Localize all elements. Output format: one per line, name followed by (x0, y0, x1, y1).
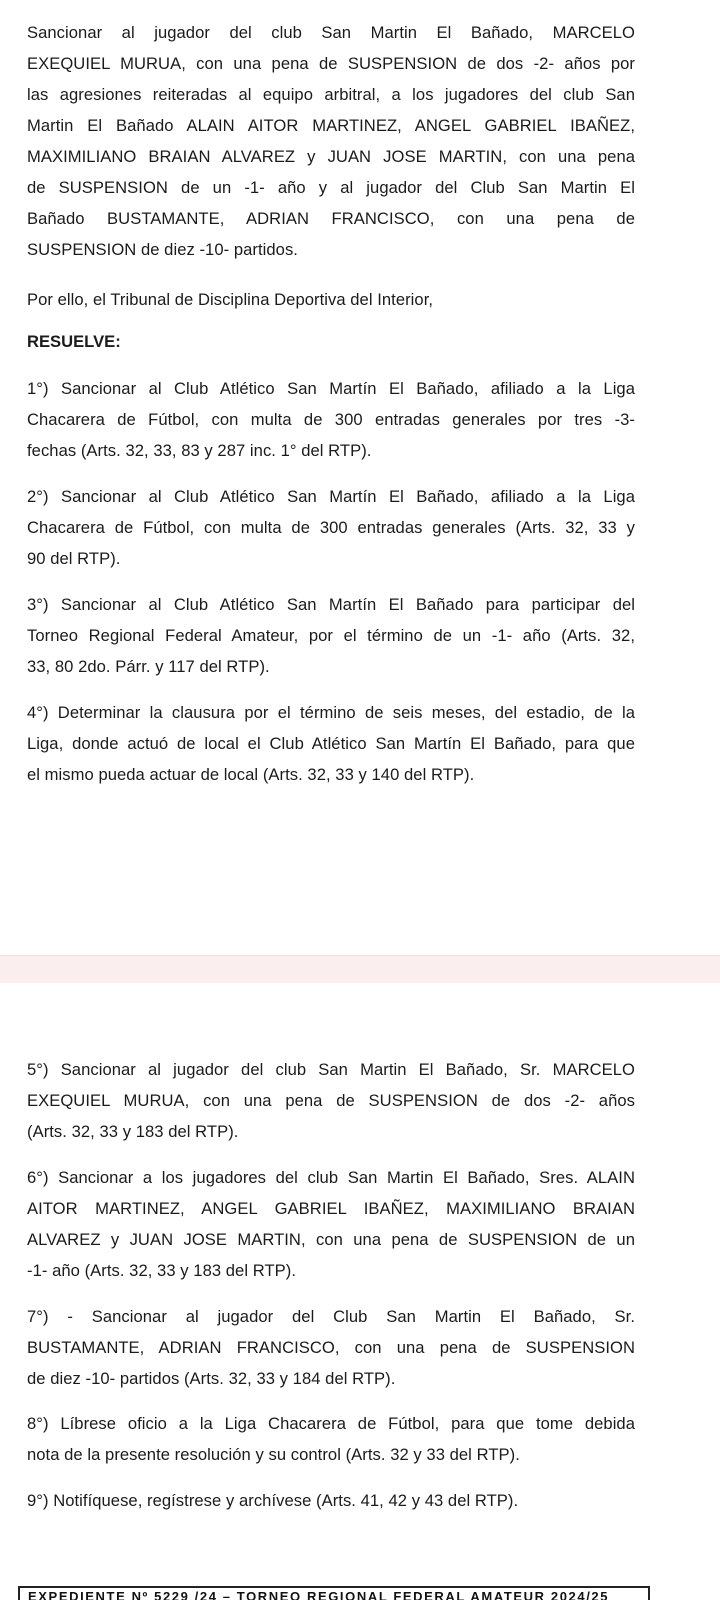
intro-paragraph (27, 17, 635, 265)
text-line: 90 del RTP). (27, 549, 121, 568)
text-line: Bañado BUSTAMANTE, ADRIAN FRANCISCO, con una pena de (27, 209, 635, 228)
resolution-item-2 (27, 481, 635, 574)
expediente-footer-text: EXPEDIENTE Nº 5229 /24 – TORNEO REGIONAL FEDERAL AMATEUR 2024/25 (28, 1589, 610, 1600)
text-line: Torneo Regional Federal Amateur, por el término de un -1- año (Arts. 32, (27, 626, 635, 645)
document-page-2 (0, 983, 720, 1600)
text-line: el mismo pueda actuar de local (Arts. 32, 33 y 140 del RTP). (27, 765, 475, 784)
resolution-item-7 (27, 1301, 635, 1394)
resuelve-heading: RESUELVE: (27, 332, 121, 351)
text-line: Por ello, el Tribunal de Disciplina Deportiva del Interior, (27, 290, 434, 309)
text-line: Chacarera de Fútbol, con multa de 300 entradas generales por tres -3- (27, 410, 635, 429)
text-line: Liga, donde actuó de local el Club Atlético San Martín El Bañado, para que (27, 734, 635, 753)
resolution-item-3 (27, 589, 635, 682)
por-ello-paragraph (27, 284, 635, 315)
text-line: las agresiones reiteradas al equipo arbitral, a los jugadores del club San (27, 85, 635, 104)
text-line: MAXIMILIANO BRAIAN ALVAREZ y JUAN JOSE MARTIN, con una pena (27, 147, 635, 166)
resolution-item-6 (27, 1162, 635, 1286)
text-line: 3°) Sancionar al Club Atlético San Martín El Bañado para participar del (27, 595, 635, 614)
text-line: Chacarera de Fútbol, con multa de 300 entradas generales (Arts. 32, 33 y (27, 518, 635, 537)
text-line: 33, 80 2do. Párr. y 117 del RTP). (27, 657, 270, 676)
text-line: 5°) Sancionar al jugador del club San Martin El Bañado, Sr. MARCELO (27, 1060, 635, 1079)
text-line: 8°) Líbrese oficio a la Liga Chacarera de Fútbol, para que tome debida (27, 1414, 635, 1433)
resolution-item-9 (27, 1485, 635, 1516)
text-line: de diez -10- partidos (Arts. 32, 33 y 184 del RTP). (27, 1369, 396, 1388)
text-line: 2°) Sancionar al Club Atlético San Martín El Bañado, afiliado a la Liga (27, 487, 635, 506)
text-line: 6°) Sancionar a los jugadores del club San Martin El Bañado, Sres. ALAIN (27, 1168, 635, 1187)
text-line: -1- año (Arts. 32, 33 y 183 del RTP). (27, 1261, 297, 1280)
text-line: de SUSPENSION de un -1- año y al jugador del Club San Martin El (27, 178, 635, 197)
text-line: 4°) Determinar la clausura por el término de seis meses, del estadio, de la (27, 703, 635, 722)
text-line: EXEQUIEL MURUA, con una pena de SUSPENSION de dos -2- años (27, 1091, 635, 1110)
resolution-item-5 (27, 1054, 635, 1147)
text-line: AITOR MARTINEZ, ANGEL GABRIEL IBAÑEZ, MAXIMILIANO BRAIAN (27, 1199, 635, 1218)
resolution-item-8 (27, 1408, 635, 1470)
resolution-item-1 (27, 373, 635, 466)
text-line: nota de la presente resolución y su control (Arts. 32 y 33 del RTP). (27, 1445, 520, 1464)
resolution-item-4 (27, 697, 635, 790)
text-line: 9°) Notifíquese, regístrese y archívese (Arts. 41, 42 y 43 del RTP). (27, 1491, 519, 1510)
page-separator (0, 955, 720, 985)
text-line: fechas (Arts. 32, 33, 83 y 287 inc. 1° del RTP). (27, 441, 372, 460)
text-line: Sancionar al jugador del club San Martin El Bañado, MARCELO (27, 23, 635, 42)
text-line: SUSPENSION de diez -10- partidos. (27, 240, 298, 259)
text-line: 1°) Sancionar al Club Atlético San Martín El Bañado, afiliado a la Liga (27, 379, 635, 398)
expediente-footer (18, 1586, 650, 1600)
text-line: EXEQUIEL MURUA, con una pena de SUSPENSION de dos -2- años por (27, 54, 635, 73)
text-line: BUSTAMANTE, ADRIAN FRANCISCO, con una pena de SUSPENSION (27, 1338, 635, 1357)
text-line: ALVAREZ y JUAN JOSE MARTIN, con una pena de SUSPENSION de un (27, 1230, 635, 1249)
text-line: Martin El Bañado ALAIN AITOR MARTINEZ, ANGEL GABRIEL IBAÑEZ, (27, 116, 635, 135)
text-line: 7°) - Sancionar al jugador del Club San Martin El Bañado, Sr. (27, 1307, 635, 1326)
text-line: (Arts. 32, 33 y 183 del RTP). (27, 1122, 239, 1141)
